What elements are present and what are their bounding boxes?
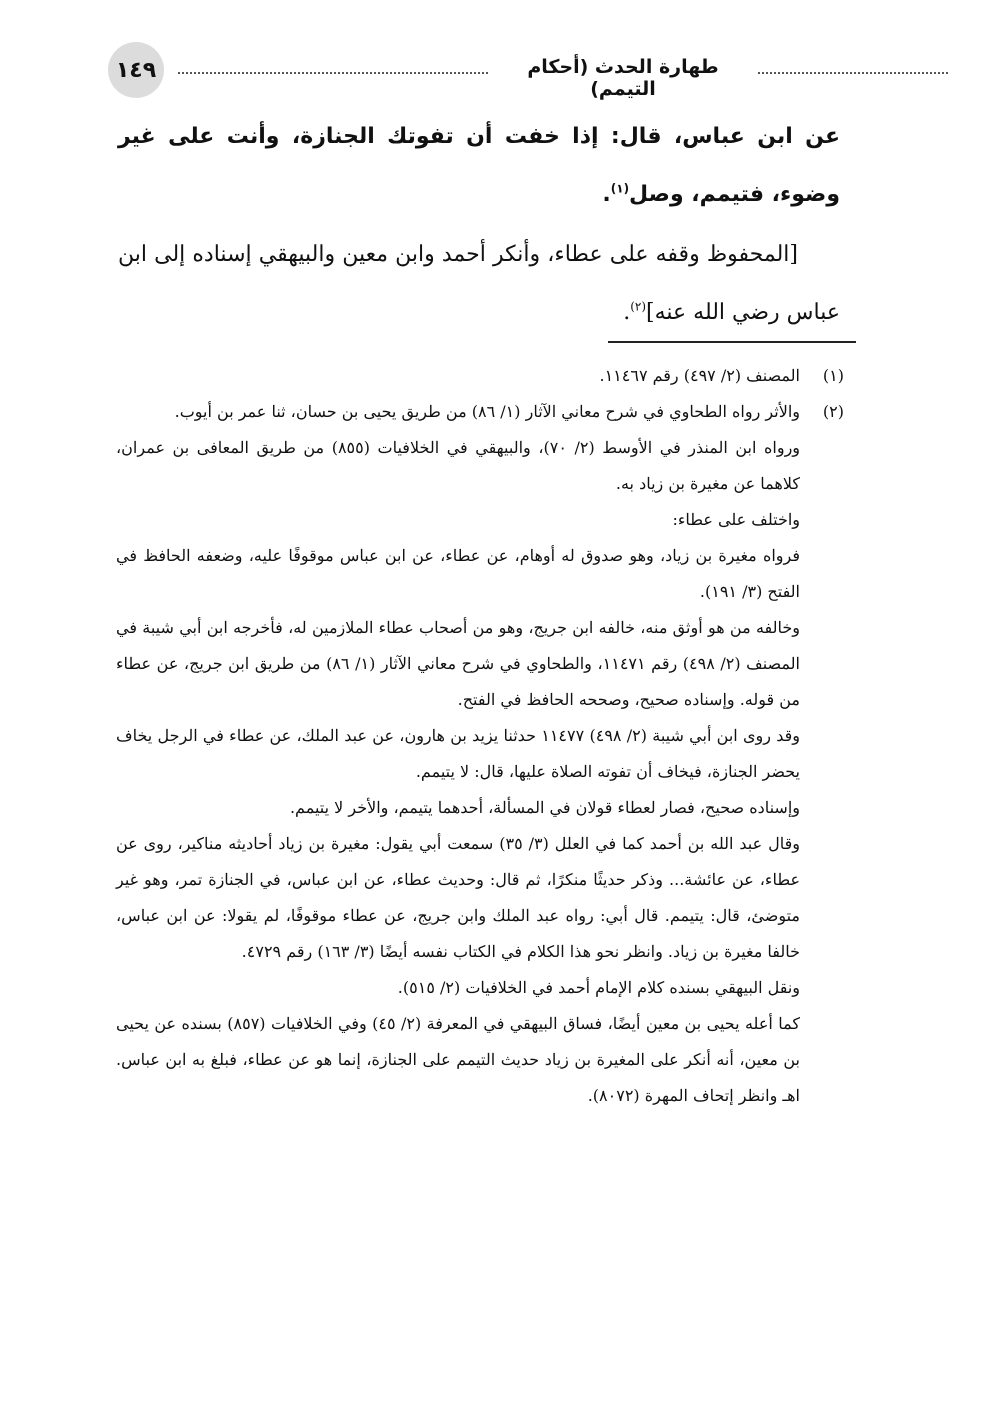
hadith-paragraph	[118, 108, 840, 224]
header-dotted-leader-right	[758, 72, 948, 74]
footnote-2-number: (٢)	[822, 402, 844, 421]
grading-text: [المحفوظ وقفه على عطاء، وأنكر أحمد وابن معين والبيهقي إسناده إلى ابن عباس رضي الله عنه]	[118, 242, 840, 325]
running-title: طهارة الحدث (أحكام التيمم)	[527, 56, 719, 100]
footnote-2-paragraph: كما أعله يحيى بن معين أيضًا، فساق البيهقي في المعرفة (٢/ ٤٥) وفي الخلافيات (٨٥٧) بسنده عن يحيى بن معين، أنه أنكر على المغيرة بن زياد حديث التيمم على الجنازة، إنما هو عن عطاء، فبلغ به ابن عباس. اهـ وانظر إتحاف المهرة (٨٠٧٢).	[116, 1014, 800, 1105]
footnotes-section	[116, 358, 844, 1114]
footnote-separator	[608, 341, 856, 343]
page-number: ١٤٩	[115, 57, 157, 83]
footnote-2-text: والأثر رواه الطحاوي في شرح معاني الآثار (١/ ٨٦) من طريق يحيى بن حسان، ثنا عمر بن أيوب.	[174, 402, 800, 421]
header-dotted-leader-left	[178, 72, 488, 74]
footnote-ref-2: (٢)	[630, 299, 647, 314]
page-header	[108, 42, 848, 102]
footnote-ref-1: (١)	[610, 181, 630, 196]
page-number-badge	[108, 42, 164, 98]
footnote-2-paragraph: وقد روى ابن أبي شيبة (٢/ ٤٩٨) ١١٤٧٧ حدثنا يزيد بن هارون، عن عبد الملك، عن عطاء في الرجل يخاف يحضر الجنازة، فيخاف أن تفوته الصلاة عليها، قال: لا يتيمم.	[116, 726, 801, 781]
footnote-2-paragraph: فرواه مغيرة بن زياد، وهو صدوق له أوهام، عن عطاء، عن ابن عباس موقوفًا عليه، وضعفه الحافظ في الفتح (٣/ ١٩١).	[116, 546, 801, 601]
hadith-end-punct: .	[602, 182, 611, 207]
footnote-2-paragraph: ونقل البيهقي بسنده كلام الإمام أحمد في الخلافيات (٢/ ٥١٥).	[397, 978, 800, 997]
footnote-2	[116, 394, 844, 430]
hadith-text: عن ابن عباس، قال: إذا خفت أن تفوتك الجنازة، وأنت على غير وضوء، فتيمم، وصل	[118, 124, 840, 207]
main-text	[118, 108, 840, 342]
footnote-2-paragraph: وقال عبد الله بن أحمد كما في العلل (٣/ ٣٥) سمعت أبي يقول: مغيرة بن زياد أحاديثه مناكير، روى عن عطاء، عن عائشة... وذكر حديثًا منكرًا، ثم قال: وحديث عطاء، عن ابن عباس، في الجنازة تمر، وهو غير متوضئ، قال: يتيمم. قال أبي: رواه عبد الملك وابن جريج، عن عطاء موقوفًا، لم يقولا: عن ابن عباس، خالفا مغيرة بن زياد. وانظر نحو هذا الكلام في الكتاب نفسه أيضًا (٣/ ١٦٣) رقم ٤٧٢٩.	[116, 834, 800, 961]
footnote-2-paragraph: وإسناده صحيح، فصار لعطاء قولان في المسألة، أحدهما يتيمم، والأخر لا يتيمم.	[289, 798, 800, 817]
grading-end-punct: .	[623, 300, 631, 325]
footnote-2-paragraph: واختلف على عطاء:	[672, 510, 800, 529]
footnote-2-paragraph: ورواه ابن المنذر في الأوسط (٢/ ٧٠)، والبيهقي في الخلافيات (٨٥٥) من طريق المعافى بن عمران، كلاهما عن مغيرة بن زياد به.	[116, 438, 801, 493]
grading-paragraph	[118, 226, 840, 342]
footnote-1-number: (١)	[822, 366, 844, 385]
footnote-1	[116, 358, 844, 394]
footnote-1-text: المصنف (٢/ ٤٩٧) رقم ١١٤٦٧.	[599, 366, 800, 385]
footnote-2-paragraph: وخالفه من هو أوثق منه، خالفه ابن جريج، وهو من أصحاب عطاء الملازمين له، فأخرجه ابن أبي شيبة في المصنف (٢/ ٤٩٨) رقم ١١٤٧١، والطحاوي في شرح معاني الآثار (١/ ٨٦) من طريق ابن جريج، عن عطاء من قوله. وإسناده صحيح، وصححه الحافظ في الفتح.	[116, 618, 801, 709]
